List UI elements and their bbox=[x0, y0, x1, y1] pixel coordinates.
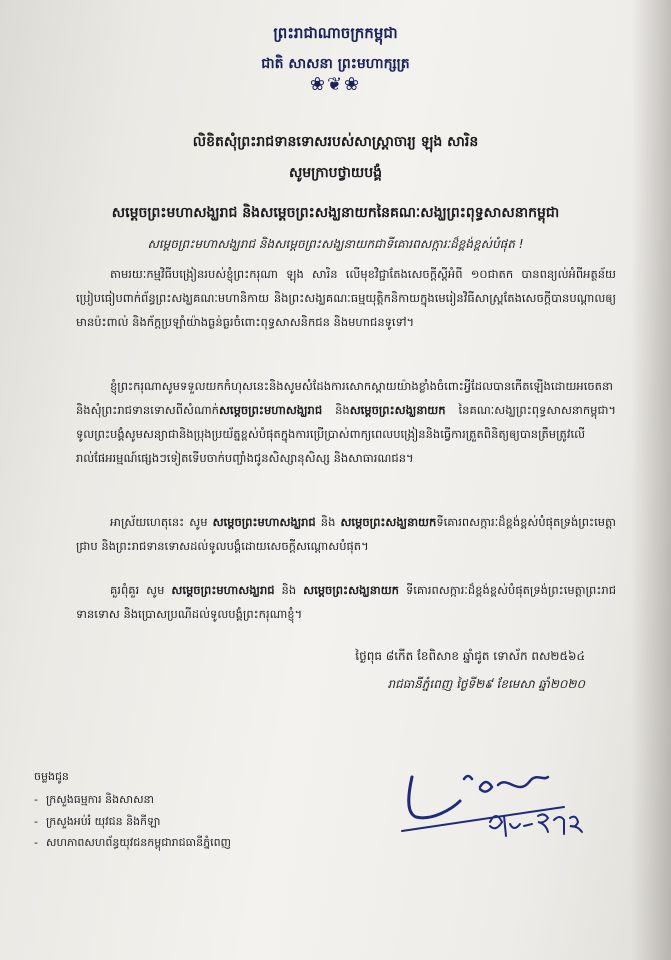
lunar-date: ថ្ងៃពុធ ៨កើត ខែពិសាខ ឆ្នាំជូត ទោស័ក ពស២៥៦៤ bbox=[355, 649, 585, 663]
paragraph-3-mid: និង bbox=[315, 515, 341, 529]
letter-title: លិខិតសុំព្រះរាជទានទោសរបស់សាស្ត្រាចារ្យ ឡុង សារិន bbox=[192, 134, 479, 150]
paragraph-4-mid: និង bbox=[274, 583, 304, 597]
paragraph-4-end: ទីគោរពសក្ការៈដ៏ខ្ពង់ខ្ពស់បំផុតទ្រង់ព្រះមេត្តាព្រះរាជទានទោស និងប្រោសប្រណីដល់ទូលបង្គំព្រះករុណាខ្ញុំ។ bbox=[76, 583, 616, 621]
paragraph-4-start: គួរពុំគួរ សូម bbox=[110, 583, 172, 597]
paragraph-4 bbox=[76, 578, 616, 626]
paragraph-2-bold-2: សម្តេចព្រះសង្ឃនាយក bbox=[349, 403, 446, 417]
national-motto: ជាតិ សាសនា ព្រះមហាក្សត្រ bbox=[261, 56, 410, 72]
cc-dash: - bbox=[34, 836, 38, 849]
paragraph-2-start: ខ្ញុំព្រះករុណាសូមទទួលយកកំហុសនេះនិងសូមសំដែងការសោកស្តាយយ៉ាងខ្លាំងចំពោះអ្វីដែលបានកើតឡើងដោយអចេតនានិងសុំព្រះរាជទានទោសពីសំណាក់ bbox=[76, 379, 613, 417]
salutation: សូមក្រាបថ្វាយបង្គំ bbox=[288, 165, 383, 181]
ornament-divider: ❀❦❀ bbox=[309, 74, 362, 95]
cc-item: សហភាពសហព័ន្ធយុវជនកម្ពុជារាជធានីភ្នំពេញ bbox=[46, 836, 232, 849]
paragraph-3-bold-2: សម្តេចព្រះសង្ឃនាយក bbox=[340, 515, 437, 529]
cc-dash: - bbox=[34, 793, 38, 806]
paragraph-3-bold-1: សម្តេចព្រះមហាសង្ឃរាជ bbox=[212, 515, 316, 529]
cc-item: ក្រសួងធម្មការ និងសាសនា bbox=[46, 793, 155, 806]
cc-title: ចម្លងជូន bbox=[34, 770, 69, 783]
paragraph-4-bold-1: សម្តេចព្រះមហាសង្ឃរាជ bbox=[171, 583, 275, 597]
kingdom-title: ព្រះរាជាណាចក្រកម្ពុជា bbox=[273, 24, 398, 42]
cc-dash: - bbox=[34, 815, 38, 828]
paragraph-1: តាមរយៈកម្មវិធីបង្រៀនរបស់ខ្ញុំព្រះករុណា ឡុង សារិន លើមុខវិជ្ជាតែងសេចក្តីស្តីអំពី ១០ជាតក បានពន្យល់អំពីអត្ថន័យប្រៀបធៀបពាក់ព័ន្ធព្រះសង្ឃគណៈមហានិកាយ និងព្រះសង្ឃគណៈធម្មយុត្តិកនិកាយក្នុងមេរៀនវិធីសាស្ត្រតែងសេចក្តីបានបណ្តាលឲ្យមានប៉ះពាល់ និងក័ក្តប្រឡាំយ៉ាងធ្ងន់ធ្ងរចំពោះពុទ្ធសាសនិកជន និងមហាជនទូទៅ។ bbox=[76, 267, 616, 329]
addressee: សម្តេចព្រះមហាសង្ឃរាជ និងសម្តេចព្រះសង្ឃនាយកនៃគណៈសង្ឃព្រះពុទ្ធសាសនាកម្ពុជា bbox=[111, 205, 560, 221]
paragraph-3-end: ទីគោរពសក្ការៈដ៏ខ្ពង់ខ្ពស់បំផុតទ្រង់ព្រះមេត្តាជ្រាប និងព្រះរាជទានទោសដល់ទូលបង្គំដោយសេចក្តីសណ្តោសបំផុត។ bbox=[76, 515, 616, 553]
paragraph-3 bbox=[76, 510, 616, 558]
paragraph-3-start: អាស្រ័យហេតុនេះ សូម bbox=[110, 515, 213, 529]
cc-item: ក្រសួងអប់រំ យុវជន និងកីឡា bbox=[46, 815, 161, 828]
paragraph-2 bbox=[76, 374, 616, 470]
paragraph-2-end: នៃគណៈសង្ឃព្រះពុទ្ធសាសនាកម្ពុជា។ ទូលព្រះបង្គំសូមសន្យាជានិងប្រុងប្រយ័ត្នខ្ពស់បំផុតក្នុងការប្រើប្រាស់ពាក្យពេលបង្រៀននិងធ្វើការត្រួតពិនិត្យឲ្យបានត្រឹមត្រូវលើរាល់ផែអរម្មណ៍ផ្សេងៗទៀតទើបចាក់បញ្ចាំងជូនសិស្សានុសិស្ស និងសាធារណជន។ bbox=[76, 403, 616, 465]
paragraph-4-bold-2: សម្តេចព្រះសង្ឃនាយក bbox=[303, 583, 399, 597]
solar-date: រាជធានីភ្នំពេញ ថ្ងៃទី២៩ ខែមេសា ឆ្នាំ២០២០ bbox=[387, 677, 585, 691]
greeting-line: សម្តេចព្រះមហាសង្ឃរាជ និងសម្តេចព្រះសង្ឃនាយកជាទីគោរពសក្ការៈដ៏ខ្ពង់ខ្ពស់បំផុត ! bbox=[147, 237, 524, 251]
paragraph-2-bold-1: សម្តេចព្រះមហាសង្ឃរាជ bbox=[218, 403, 323, 417]
handwritten-name bbox=[484, 802, 594, 848]
paragraph-2-mid: និង bbox=[322, 403, 350, 417]
